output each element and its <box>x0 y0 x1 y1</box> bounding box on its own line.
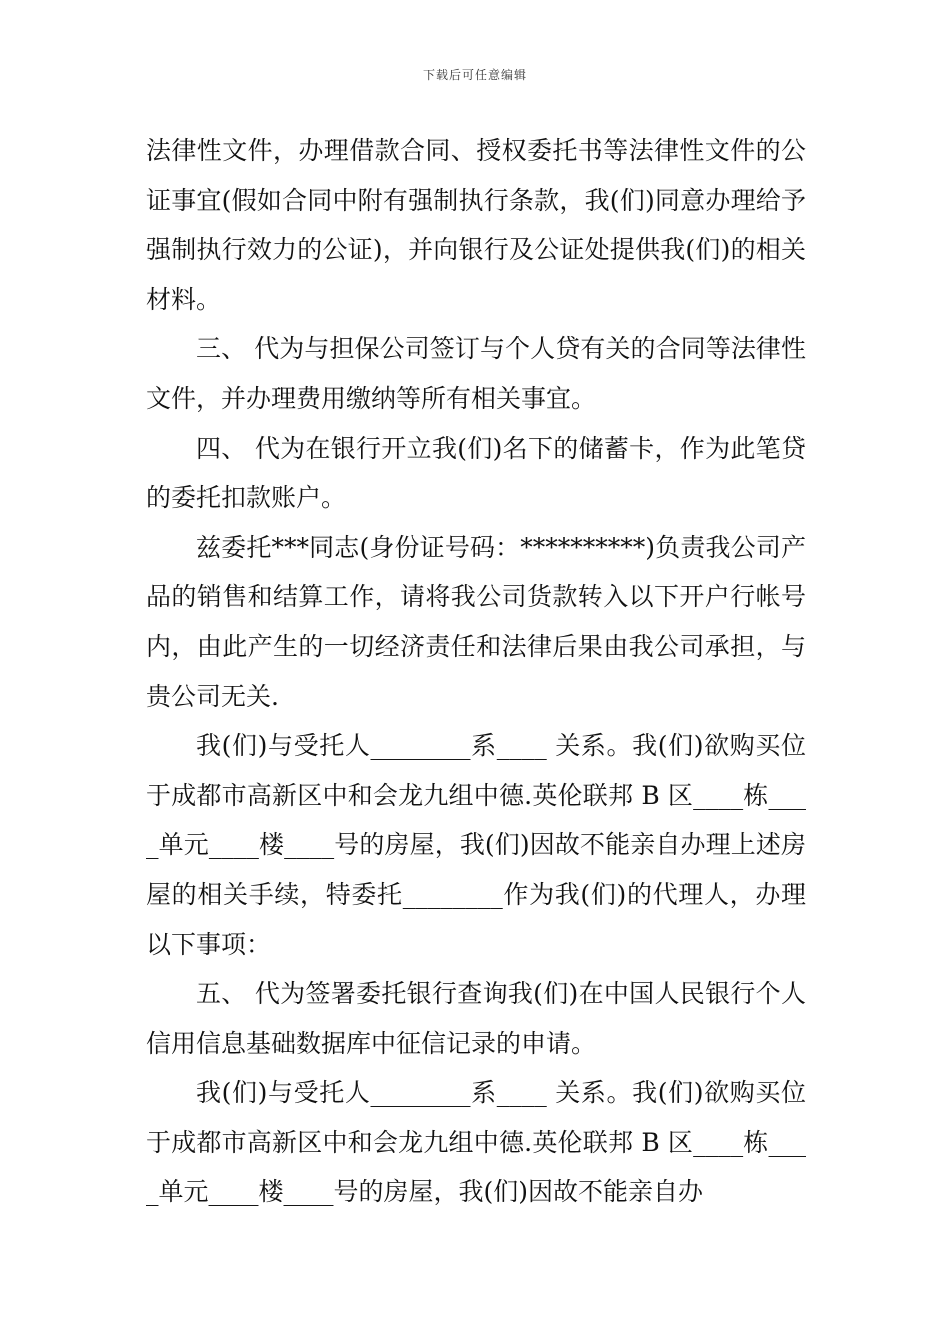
paragraph-entrustment: 兹委托***同志(身份证号码：**********)负责我公司产品的销售和结算工作，请将我公司货款转入以下开户行帐号内，由此产生的一切经济责任和法律后果由我公司承担，与贵公司无关. <box>146 532 806 711</box>
paragraph-purchase-statement-repeat: 我(们)与受托人________系____ 关系。我(们)欲购买位于成都市高新区中和会龙九组中德.英伦联邦 B 区____栋____单元____楼____号的房屋，我(们)因故不能亲自办 <box>146 1078 806 1207</box>
paragraph-continuation: 法律性文件，办理借款合同、授权委托书等法律性文件的公证事宜(假如合同中附有强制执行条款，我(们)同意办理给予强制执行效力的公证)，并向银行及公证处提供我(们)的相关材料。 <box>146 136 806 314</box>
page-header: 下载后可任意编辑 <box>422 68 527 82</box>
document-body <box>146 126 806 1217</box>
paragraph-item-4: 四、 代为在银行开立我(们)名下的储蓄卡，作为此笔贷的委托扣款账户。 <box>146 433 806 513</box>
paragraph-item-5: 五、 代为签署委托银行查询我(们)在中国人民银行个人信用信息基础数据库中征信记录的申请。 <box>146 979 806 1058</box>
paragraph-purchase-statement: 我(们)与受托人________系____ 关系。我(们)欲购买位于成都市高新区中和会龙九组中德.英伦联邦 B 区____栋____单元____楼____号的房屋，我(们)因故不能亲自办理上述房屋的相关手续，特委托________作为我(们)的代理人，办理以下事项： <box>146 731 806 959</box>
paragraph-item-3: 三、 代为与担保公司签订与个人贷有关的合同等法律性文件，并办理费用缴纳等所有相关事宜。 <box>146 334 806 413</box>
